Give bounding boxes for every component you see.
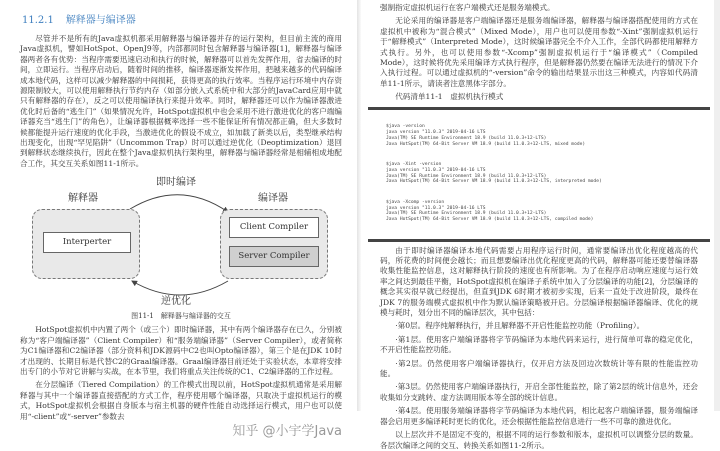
page-gutter	[357, 0, 361, 411]
compiler-group-label: 编译器	[258, 193, 288, 205]
code-line: $java -Xcomp -version	[386, 199, 445, 205]
code-line: Java HotSpot(TM) 64-Bit Server VM 18.9 (build 11.0.3+12-LTS, interpreted mode)	[386, 179, 602, 185]
server-compiler-box: Server Compiler	[229, 246, 319, 267]
interpreter-group-label: 解释器	[68, 193, 98, 205]
code-line: Java(TM) SE Runtime Environment 18.9 (build 11.0.3+12-LTS)	[386, 211, 547, 217]
page-edge	[714, 0, 720, 411]
code-group	[386, 200, 710, 223]
compiler-group	[220, 209, 328, 279]
jit-arrow	[130, 195, 228, 212]
watermark: 知乎 @小宇学Java	[232, 423, 342, 439]
paragraph: 在分层编译（Tiered Compilation）的工作模式出现以前，HotSpot虚拟机通常是采用解释器与其中一个编译器直接搭配的方式工作，程序使用哪个编译器，只取决于虚拟机运行的模式，HotSpot虚拟机会根据自身版本与宿主机器的硬件性能自动选择运行模式，用户也可以使用“-client”或“-server”参数去	[20, 380, 342, 421]
figure-interpreter-compiler	[20, 177, 340, 309]
code-line: java version "11.0.3" 2019-04-16 LTS	[386, 205, 486, 211]
deopt-label: 逆优化	[161, 296, 191, 308]
tier-item: ·第0层。程序纯解释执行，并且解释器不开启性能监控功能（Profiling）。	[395, 321, 645, 331]
paragraph: 以上层次并不是固定不变的，根据不同的运行参数和版本，虚拟机可以调整分层的数量。各层次编译之间的交互、转换关系如图11-2所示。	[380, 430, 698, 450]
code-group	[386, 124, 710, 147]
paragraph: 由于即时编译器编译本地代码需要占用程序运行时间，通常要编译出优化程度越高的代码，所花费的时间便会越长；而且想要编译出优化程度更高的代码，解释器可能还要替编译器收集性能监控信息，这对解释执行阶段的速度也有所影响。为了在程序启动响应速度与运行效率之间达到最佳平衡，HotSpot虚拟机在编译子系统中加入了分层编译的功能[2]，分层编译的概念其实很早就已经提出，但直到JDK 6时期才被初步实现，后来一直处于改进阶段，最终在JDK 7的服务端模式虚拟机中作为默认编译策略被开启。分层编译根据编译器编译、优化的规模与耗时，划分出不同的编译层次，其中包括：	[380, 245, 698, 318]
listing-title: 代码清单11-1 虚拟机执行模式	[395, 92, 504, 102]
code-line: Java HotSpot(TM) 64-Bit Server VM 18.9 (build 11.0.3+12-LTS, mixed mode)	[386, 141, 586, 147]
paragraph: HotSpot虚拟机中内置了两个（或三个）即时编译器，其中有两个编译器存在已久，分别被称为“客户端编译器”（Client Compiler）和“服务端编译器”（Server Compiler），或者简称为C1编译器和C2编译器（部分资料和JDK源码中C2也叫Opto编译器），第三个是在JDK 10时才出现的、长期目标是代替C2的Graal编译器。Graal编译器目前还处于实验状态，本章将安排出专门的小节对它讲解与实战，在本节里，我们将重点关注传统的C1、C2编译器的工作过程。	[20, 325, 342, 376]
tier-item: ·第1层。使用客户端编译器将字节码编译为本地代码来运行，进行简单可靠的稳定优化，不开启性能监控功能。	[380, 334, 698, 355]
code-line: $java -version	[386, 124, 425, 130]
interpreter-box: Interperter	[43, 232, 131, 253]
code-line: Java HotSpot(TM) 64-Bit Server VM 18.9 (build 11.0.3+12-LTS, compiled mode)	[386, 217, 594, 223]
paragraph: 强制指定虚拟机运行在客户端模式还是服务端模式。	[380, 3, 555, 12]
code-line: java version "11.0.3" 2019-04-16 LTS	[386, 167, 486, 173]
code-group	[386, 162, 710, 185]
figure-caption: 图11-1 解释器与编译器的交互	[131, 312, 231, 321]
code-line: Java(TM) SE Runtime Environment 18.9 (build 11.0.3+12-LTS)	[386, 173, 547, 179]
right-page	[362, 0, 714, 450]
left-page	[0, 0, 356, 439]
interpreter-group	[32, 209, 140, 279]
jit-label: 即时编译	[156, 177, 196, 189]
section-number: 11.2.1	[22, 15, 54, 26]
deopt-arrow	[132, 281, 228, 295]
paragraph: 无论采用的编译器是客户端编译器还是服务端编译器，解释器与编译器搭配使用的方式在虚拟机中被称为“混合模式”（Mixed Mode），用户也可以使用参数“-Xint”强制虚拟机运行于“解释模式”（Interpreted Mode），这时候编译器完全不介入工作，全部代码都使用解释方式执行。另外，也可以使用参数“-Xcomp”强制虚拟机运行于“编译模式”（Compiled Mode），这时候将优先采用编译方式执行程序，但是解释器仍然要在编译无法进行的情况下介入执行过程。可以通过虚拟机的“-version”命令的输出结果显示出这三种模式，内容如代码清单11-1所示，请读者注意黑体字部分。	[380, 16, 698, 88]
code-line: Java(TM) SE Runtime Environment 18.9 (build 11.0.3+12-LTS)	[386, 135, 547, 141]
tier-item: ·第2层。仍然使用客户端编译器执行，仅开启方法及回边次数统计等有限的性能监控功能。	[380, 358, 698, 379]
code-listing	[368, 107, 710, 242]
code-line: java version "11.0.3" 2019-04-16 LTS	[386, 130, 486, 136]
section-heading	[22, 14, 342, 28]
paragraph: 尽管并不是所有的Java虚拟机都采用解释器与编译器并存的运行架构，但目前主流的商用Java虚拟机，譬如HotSpot、OpenJ9等，内部都同时包含解释器与编译器[1]，解释器与编译器两者各有优势：当程序需要迅速启动和执行的时候，解释器可以首先发挥作用，省去编译的时间，立即运行。当程序启动后，随着时间的推移，编译器逐渐发挥作用，把越来越多的代码编译成本地代码，这样可以减少解释器的中间损耗，获得更高的执行效率。当程序运行环境中内存资源限制较大，可以使用解释执行节约内存（如部分嵌入式系统中和大部分的JavaCard应用中就只有解释器的存在），反之可以使用编译执行来提升效率。同时，解释器还可以作为编译器激进优化时后备的“逃生门”（如果情况允许，HotSpot虚拟机中也会采用不进行激进优化的客户端编译器充当“逃生门”的角色），让编译器根据概率选择一些不能保证所有情况都正确，但大多数时候都能提升运行速度的优化手段，当激进优化的假设不成立，如加载了新类以后，类型继承结构出现变化，出现“罕见陷阱”（Uncommon Trap）时可以通过逆优化（Deoptimization）退回到解释状态继续执行，因此在整个Java虚拟机执行架构里，解释器与编译器经常是相辅相成地配合工作，其交互关系如图11-1所示。	[20, 34, 342, 168]
section-title: 解释器与编译器	[65, 15, 136, 26]
client-compiler-box: Client Compiler	[229, 217, 319, 238]
code-line: $java -Xint -version	[386, 162, 442, 168]
tier-item: ·第4层。使用服务端编译器将字节码编译为本地代码，相比起客户端编译器，服务端编译器会启用更多编译耗时更长的优化，还会根据性能监控信息进行一些不可靠的激进优化。	[380, 406, 698, 426]
tier-item: ·第3层。仍然使用客户端编译器执行，开启全部性能监控，除了第2层的统计信息外，还会收集如分支跳转、虚方法调用版本等全部的统计信息。	[380, 382, 698, 402]
